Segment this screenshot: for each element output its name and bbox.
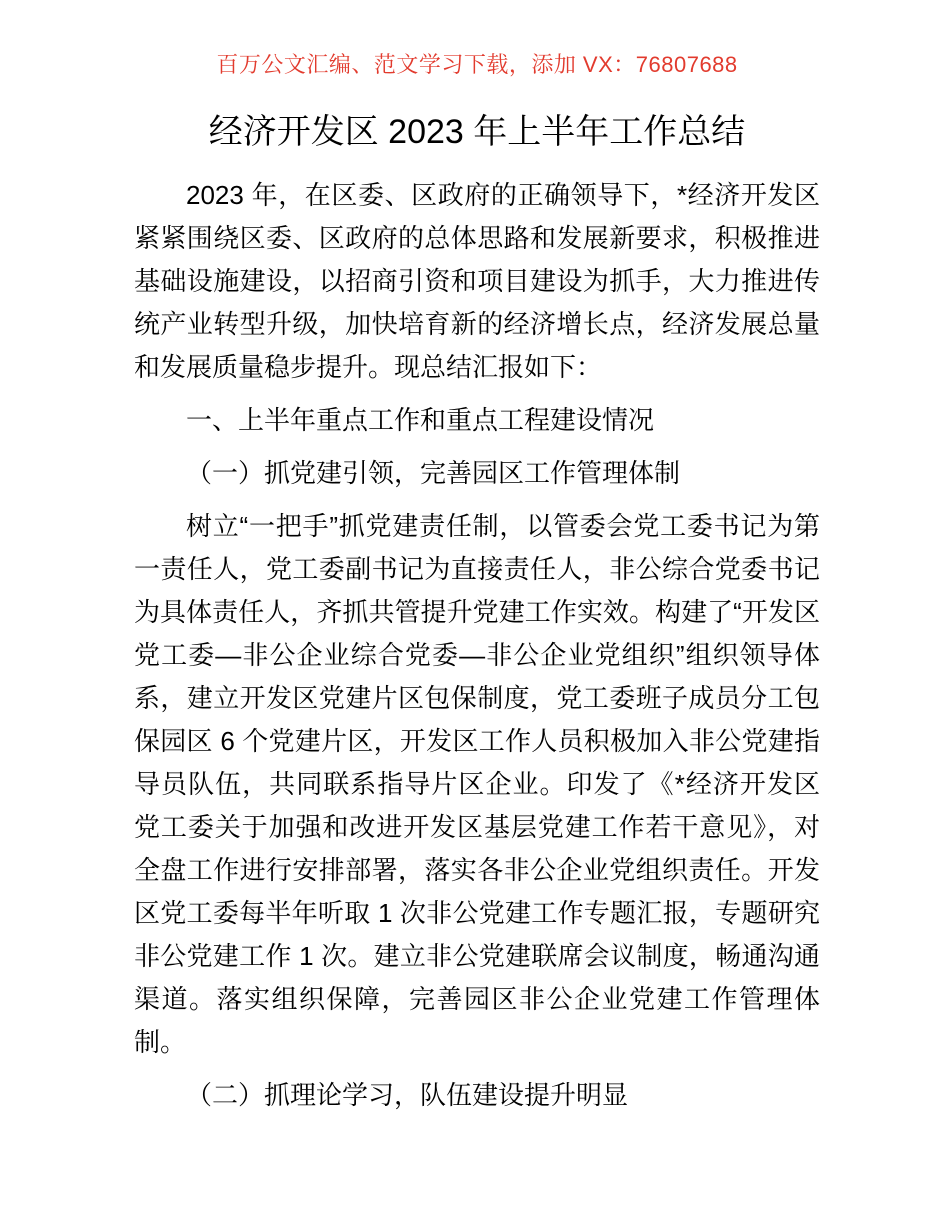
subsection-heading-1-1: （一）抓党建引领，完善园区工作管理体制 [186, 458, 681, 488]
section-heading-1: 一、上半年重点工作和重点工程建设情况 [186, 405, 655, 435]
subsection-heading-1-2: （二）抓理论学习，队伍建设提升明显 [186, 1080, 629, 1110]
document-title: 经济开发区 2023 年上半年工作总结 [208, 113, 746, 151]
promo-notice-banner: 百万公文汇编、范文学习下载，添加 VX：76807688 [216, 52, 738, 77]
intro-paragraph: 2023 年，在区委、区政府的正确领导下，*经济开发区紧紧围绕区委、区政府的总体思路和发展新要求，积极推进基础设施建设，以招商引资和项目建设为抓手，大力推进传统产业转型升级，加快培育新的经济增长点，经济发展总量和发展质量稳步提升。现总结汇报如下： [134, 180, 820, 382]
party-building-paragraph: 树立“一把手”抓党建责任制，以管委会党工委书记为第一责任人，党工委副书记为直接责任人，非公综合党委书记为具体责任人，齐抓共管提升党建工作实效。构建了“开发区党工委—非公企业综合党委—非公企业党组织”组织领导体系，建立开发区党建片区包保制度，党工委班子成员分工包保园区 6 个党建片区，开发区工作人员积极加入非公党建指导员队伍，共同联系指导片区企业。印发了《*经济开发区党工委关于加强和改进开发区基层党建工作若干意见》，对全盘工作进行安排部署，落实各非公企业党组织责任。开发区党工委每半年听取 1 次非公党建工作专题汇报，专题研究非公党建工作 1 次。建立非公党建联席会议制度，畅通沟通渠道。落实组织保障，完善园区非公企业党建工作管理体制。 [134, 511, 820, 1057]
